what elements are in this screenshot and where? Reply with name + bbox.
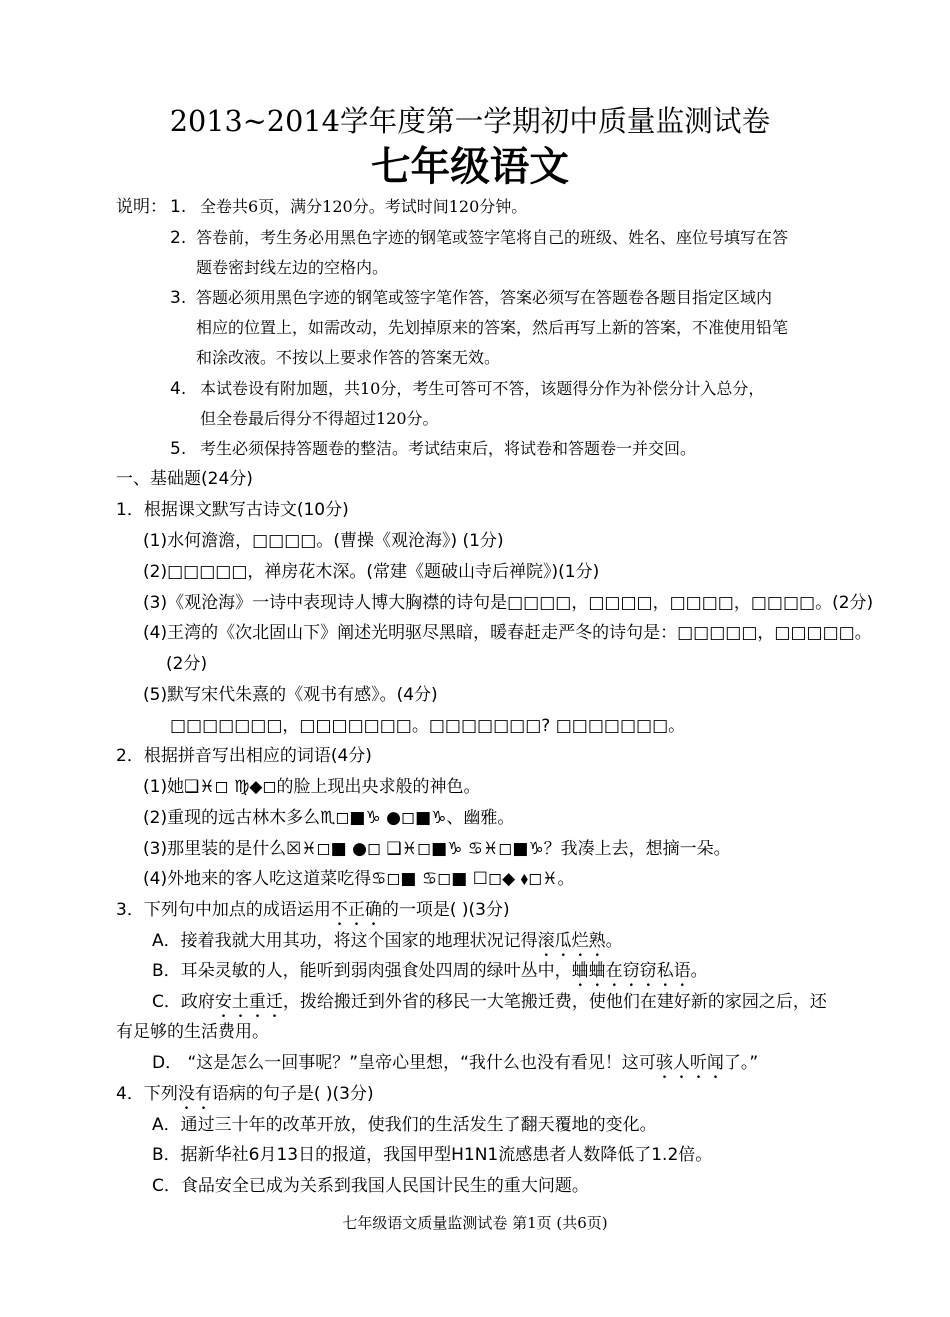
instruction-text: 答题必须用黑色字迹的钢笔或签字笔作答，答案必须写在答题卷各题目指定区域内 — [196, 288, 773, 307]
instruction-num: 5. — [170, 439, 187, 459]
question-stem — [116, 1083, 374, 1114]
option-text: 了。” — [723, 1053, 759, 1073]
instruction-text: 全卷共6页，满分120分。考试时间120分钟。 — [200, 197, 528, 216]
instruction-num: 4. — [170, 379, 187, 399]
question-item: (3)《观沧海》一诗中表现诗人博大胸襟的诗句是□□□□，□□□□，□□□□，□□□□。(2分) — [143, 593, 874, 613]
option-text: ，拨给搬迁到外省的移民一大笔搬迁费，使他们在建好新的家园之后，还 — [282, 992, 827, 1012]
emphasized-text: 蛐蛐在窃窃私语 — [571, 961, 691, 981]
exam-title: 2013~2014学年度第一学期初中质量监测试卷 — [169, 104, 771, 138]
stem-text: 的一项是( )(3分) — [381, 900, 510, 920]
question-item: (2)重现的远古林木多么♏◻■♑ ●◻■♑、幽雅。 — [143, 808, 515, 828]
page-footer: 七年级语文质量监测试卷 第1页 (共6页) — [342, 1214, 608, 1232]
instruction-text: 考生必须保持答题卷的整洁。考试结束后，将试卷和答题卷一并交回。 — [200, 439, 697, 458]
question-item: (2)□□□□□，禅房花木深。(常建《题破山寺后禅院》)(1分) — [143, 562, 600, 582]
emphasized-text: 不正确 — [330, 900, 382, 920]
question-item: □□□□□□□，□□□□□□□。□□□□□□□? □□□□□□□。 — [170, 716, 686, 736]
question-item: (1)水何澹澹，□□□□。(曹操《观沧海》) (1分) — [143, 531, 504, 551]
instruction-text: 和涂改液。不按以上要求作答的答案无效。 — [196, 348, 501, 367]
emphasized-text: 骇人听闻 — [655, 1053, 724, 1073]
question-item: (4)外地来的客人吃这道菜吃得♋◻■ ♋◻■ ☐◻◆ ⬧◻♓。 — [143, 869, 575, 889]
option-a: A．通过三十年的改革开放，使我们的生活发生了翻天覆地的变化。 — [152, 1115, 657, 1135]
option-b — [152, 960, 708, 991]
option-text: B．耳朵灵敏的人，能听到弱肉强食处四周的绿叶丛中， — [152, 961, 572, 981]
emphasized-text: 安土重迁 — [214, 992, 283, 1012]
option-b: B．据新华社6月13日的报道，我国甲型H1N1流感患者人数降低了1.2倍。 — [152, 1145, 713, 1165]
question-item: (2分) — [166, 654, 208, 674]
emphasized-text: 没有 — [177, 1084, 212, 1104]
question-item: (4)王湾的《次北固山下》阐述光明驱尽黑暗，暖春赶走严冬的诗句是：□□□□□，□□□□□。 — [143, 623, 872, 643]
option-text: A．接着我就大用其功，将这个国家的地理状况记得 — [152, 931, 538, 951]
question-stem — [116, 899, 510, 930]
instruction-num: 2. — [170, 228, 187, 248]
question-item: (3)那里装的是什么☒♓◻■ ●◻ ❑♓◻■♑ ♋♓◻■♑？我凑上去，想摘一朵。 — [143, 839, 731, 859]
option-text: D． “这是怎么一回事呢？”皇帝心里想，“我什么也没有看见！这可 — [152, 1053, 656, 1073]
subject-title: 七年级语文 — [371, 144, 569, 190]
instruction-text: 本试卷设有附加题，共10分，考生可答可不答，该题得分作为补偿分计入总分， — [200, 379, 765, 398]
option-a — [152, 930, 623, 961]
instructions-label: 说明： — [116, 197, 167, 217]
instruction-text: 题卷密封线左边的空格内。 — [196, 258, 389, 277]
option-c: C．食品安全已成为关系到我国人民国计民生的重大问题。 — [152, 1176, 589, 1196]
instruction-text: 但全卷最后得分不得超过120分。 — [200, 409, 439, 428]
option-text: C．政府 — [152, 992, 215, 1012]
option-d — [152, 1052, 758, 1083]
instruction-text: 答卷前，考生务必用黑色字迹的钢笔或签字笔将自己的班级、姓名、座位号填写在答 — [196, 228, 789, 247]
question-stem: 2．根据拼音写出相应的词语(4分) — [116, 746, 372, 766]
instruction-num: 1. — [170, 197, 187, 217]
option-c — [152, 991, 827, 1022]
option-text: 。 — [605, 931, 623, 951]
question-stem: 1．根据课文默写古诗文(10分) — [116, 500, 349, 520]
question-item: (5)默写宋代朱熹的《观书有感》。(4分) — [143, 685, 438, 705]
instruction-text: 相应的位置上，如需改动，先划掉原来的答案，然后再写上新的答案，不准使用铅笔 — [196, 318, 789, 337]
option-text: 。 — [690, 961, 708, 981]
option-c-continued: 有足够的生活费用。 — [116, 1022, 269, 1042]
stem-text: 语病的句子是( )(3分) — [211, 1084, 374, 1104]
stem-text: 4．下列 — [116, 1084, 178, 1104]
emphasized-text: 滚瓜烂熟 — [537, 931, 606, 951]
question-item: (1)她❑♓◻ ♍◆◻的脸上现出央求般的神色。 — [143, 777, 481, 797]
section-heading: 一、基础题(24分) — [116, 469, 253, 489]
instruction-num: 3. — [170, 288, 187, 308]
stem-text: 3．下列句中加点的成语运用 — [116, 900, 331, 920]
